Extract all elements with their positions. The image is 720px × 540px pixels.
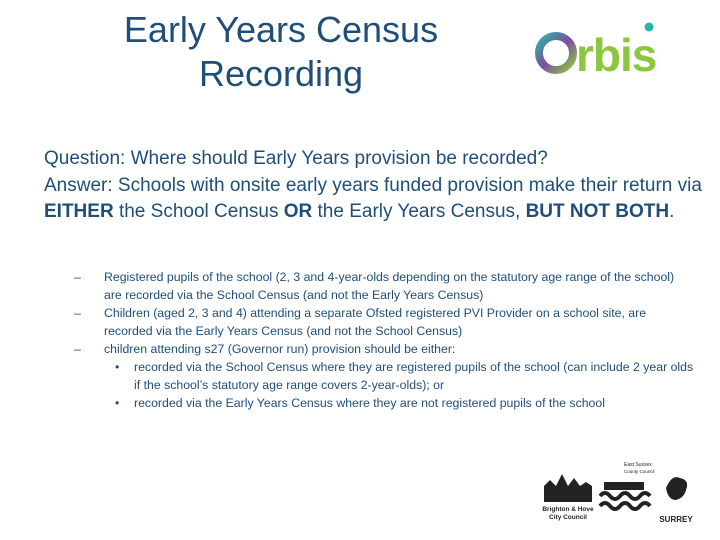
svg-text:SURREY: SURREY — [659, 515, 693, 524]
orbis-wordmark: rbis — [576, 29, 657, 80]
bullet-list — [74, 268, 694, 412]
sub-bullet-item: • recorded via the Early Years Census where they are not registered pupils of the school — [115, 396, 605, 410]
question-answer-block — [44, 146, 704, 226]
svg-text:Brighton & Hove: Brighton & Hove — [542, 506, 594, 513]
but-not-both-emphasis: BUT NOT BOTH — [525, 201, 670, 222]
title-line-2: Recording — [198, 53, 364, 94]
surrey-logo — [659, 477, 693, 524]
council-logos — [540, 456, 700, 528]
either-emphasis: EITHER — [44, 201, 114, 222]
svg-text:East Sussex: East Sussex — [624, 462, 652, 468]
svg-text:City Council: City Council — [549, 514, 587, 521]
or-emphasis: OR — [283, 201, 313, 222]
question-text: Question: Where should Early Years provision be recorded? — [44, 148, 548, 169]
east-sussex-logo — [600, 462, 655, 509]
bullet-item: – Registered pupils of the school (2, 3 and 4-year-olds depending on the statutory age range of the school) are recorded via the School Census (and not the Early Years Census) — [74, 270, 675, 302]
orbis-o-ring — [539, 36, 573, 70]
page-title — [96, 8, 466, 96]
bullet-item: – children attending s27 (Governor run) provision should be either: — [74, 342, 456, 356]
title-line-1: Early Years Census — [123, 9, 439, 50]
bullet-item: – Children (aged 2, 3 and 4) attending a separate Ofsted registered PVI Provider on a school site, are recorded via the Early Years Census (and not the School Census) — [74, 306, 647, 338]
brighton-hove-logo — [542, 474, 594, 521]
svg-text:County Council: County Council — [624, 469, 655, 474]
sub-bullet-item: • recorded via the School Census where they are registered pupils of the school (can include 2 year olds if the school’s statutory age range covers 2-year-olds); or — [115, 360, 694, 392]
orbis-logo — [532, 18, 692, 80]
answer-text: Answer: Schools with onsite early years funded provision make their return via EITHER the School Census OR the Early Years Census, BUT NOT BOTH. — [44, 174, 702, 222]
